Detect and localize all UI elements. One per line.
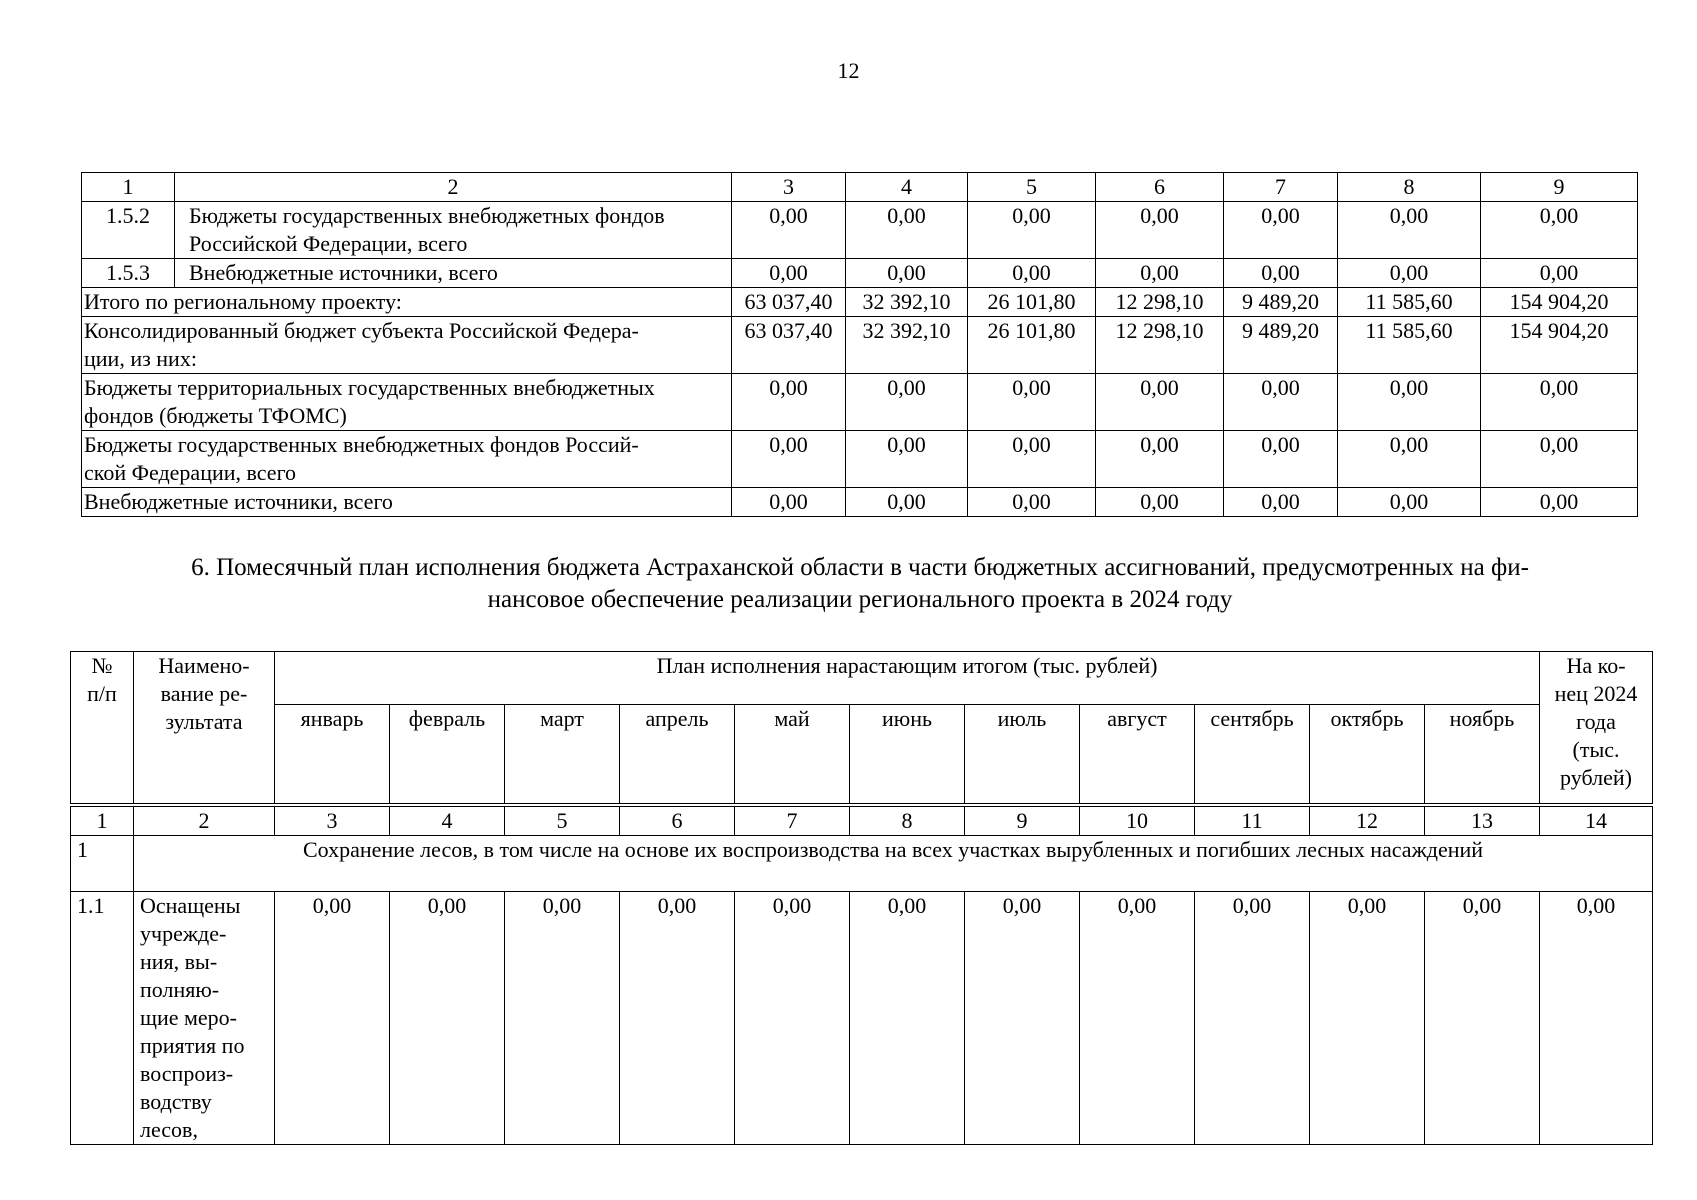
column-number: 1 bbox=[82, 173, 175, 202]
value-cell: 0,00 bbox=[732, 431, 846, 488]
column-number: 3 bbox=[275, 805, 390, 836]
value-cell: 0,00 bbox=[846, 259, 968, 288]
value-cell: 0,00 bbox=[1195, 891, 1310, 1144]
value-cell: 0,00 bbox=[968, 431, 1096, 488]
value-cell: 0,00 bbox=[1338, 259, 1481, 288]
value-cell: 32 392,10 bbox=[846, 317, 968, 374]
column-number: 7 bbox=[735, 805, 850, 836]
month-header: январь bbox=[275, 705, 390, 805]
column-number: 5 bbox=[968, 173, 1096, 202]
value-cell: 0,00 bbox=[1481, 488, 1638, 517]
value-cell: 0,00 bbox=[732, 488, 846, 517]
header-number: № п/п bbox=[71, 652, 134, 805]
column-number: 4 bbox=[390, 805, 505, 836]
column-number: 14 bbox=[1540, 805, 1653, 836]
column-number: 3 bbox=[732, 173, 846, 202]
value-cell: 0,00 bbox=[846, 431, 968, 488]
value-cell: 63 037,40 bbox=[732, 288, 846, 317]
summary-row-name: Консолидированный бюджет субъекта Российской Федера- ции, из них: bbox=[82, 317, 732, 374]
value-cell: 0,00 bbox=[1481, 431, 1638, 488]
row-number: 1.5.3 bbox=[82, 259, 175, 288]
value-cell: 0,00 bbox=[1338, 202, 1481, 259]
summary-row-name: Бюджеты государственных внебюджетных фондов Россий- ской Федерации, всего bbox=[82, 431, 732, 488]
value-cell: 0,00 bbox=[968, 488, 1096, 517]
value-cell: 11 585,60 bbox=[1338, 317, 1481, 374]
value-cell: 0,00 bbox=[1096, 259, 1224, 288]
value-cell: 0,00 bbox=[968, 259, 1096, 288]
group-number: 1 bbox=[71, 835, 134, 891]
column-number: 8 bbox=[1338, 173, 1481, 202]
value-cell: 0,00 bbox=[1096, 374, 1224, 431]
column-number: 2 bbox=[134, 805, 275, 836]
result-number: 1.1 bbox=[71, 891, 134, 1144]
value-cell: 0,00 bbox=[1338, 374, 1481, 431]
column-number: 11 bbox=[1195, 805, 1310, 836]
value-cell: 0,00 bbox=[1224, 202, 1338, 259]
column-number: 9 bbox=[1481, 173, 1638, 202]
value-cell: 0,00 bbox=[620, 891, 735, 1144]
column-number: 10 bbox=[1080, 805, 1195, 836]
value-cell: 0,00 bbox=[968, 202, 1096, 259]
row-name: Бюджеты государственных внебюджетных фондов Российской Федерации, всего bbox=[175, 202, 732, 259]
value-cell: 0,00 bbox=[1096, 431, 1224, 488]
value-cell: 0,00 bbox=[1481, 202, 1638, 259]
month-header: август bbox=[1080, 705, 1195, 805]
month-header: февраль bbox=[390, 705, 505, 805]
table-header-row bbox=[82, 173, 1638, 202]
column-number: 9 bbox=[965, 805, 1080, 836]
column-number: 1 bbox=[71, 805, 134, 836]
value-cell: 0,00 bbox=[1096, 202, 1224, 259]
value-cell: 0,00 bbox=[1224, 488, 1338, 517]
value-cell: 12 298,10 bbox=[1096, 288, 1224, 317]
column-number: 2 bbox=[175, 173, 732, 202]
summary-row bbox=[82, 374, 1638, 431]
value-cell: 0,00 bbox=[846, 202, 968, 259]
value-cell: 0,00 bbox=[1338, 431, 1481, 488]
value-cell: 26 101,80 bbox=[968, 288, 1096, 317]
column-number: 12 bbox=[1310, 805, 1425, 836]
summary-row bbox=[82, 288, 1638, 317]
value-cell: 0,00 bbox=[1425, 891, 1540, 1144]
value-cell: 0,00 bbox=[1481, 259, 1638, 288]
value-cell: 0,00 bbox=[1310, 891, 1425, 1144]
value-cell: 0,00 bbox=[1096, 488, 1224, 517]
value-cell: 154 904,20 bbox=[1481, 288, 1638, 317]
group-title: Сохранение лесов, в том числе на основе их воспроизводства на всех участках вырубленных и погибших лесных насаждений bbox=[134, 835, 1653, 891]
value-cell: 63 037,40 bbox=[732, 317, 846, 374]
row-number: 1.5.2 bbox=[82, 202, 175, 259]
value-cell: 0,00 bbox=[505, 891, 620, 1144]
month-header: ноябрь bbox=[1425, 705, 1540, 805]
page-number: 12 bbox=[837, 58, 860, 83]
month-header: октябрь bbox=[1310, 705, 1425, 805]
result-name: Оснащены учрежде- ния, вы- полняю- щие меро- приятия по воспроиз- водству лесов, bbox=[134, 891, 275, 1144]
value-cell: 0,00 bbox=[846, 374, 968, 431]
column-number: 13 bbox=[1425, 805, 1540, 836]
value-cell: 0,00 bbox=[1224, 259, 1338, 288]
value-cell: 0,00 bbox=[846, 488, 968, 517]
column-number: 6 bbox=[620, 805, 735, 836]
month-header: май bbox=[735, 705, 850, 805]
value-cell: 154 904,20 bbox=[1481, 317, 1638, 374]
row-name: Внебюджетные источники, всего bbox=[175, 259, 732, 288]
result-row bbox=[71, 891, 1653, 1144]
value-cell: 9 489,20 bbox=[1224, 288, 1338, 317]
summary-row-name: Внебюджетные источники, всего bbox=[82, 488, 732, 517]
value-cell: 0,00 bbox=[1338, 488, 1481, 517]
table-row bbox=[82, 202, 1638, 259]
summary-row bbox=[82, 488, 1638, 517]
section-title: 6. Помесячный план исполнения бюджета Астраханской области в части бюджетных ассигнований, предусмотренных на фи- нансовое обеспечение реализации регионального проекта в 2024 году bbox=[191, 554, 1529, 613]
month-header: июль bbox=[965, 705, 1080, 805]
group-row bbox=[71, 835, 1653, 891]
value-cell: 0,00 bbox=[735, 891, 850, 1144]
column-number: 4 bbox=[846, 173, 968, 202]
budget-table bbox=[81, 172, 1638, 517]
column-number: 5 bbox=[505, 805, 620, 836]
plan-header-row bbox=[71, 652, 1653, 705]
month-header: март bbox=[505, 705, 620, 805]
header-plan-title: План исполнения нарастающим итогом (тыс. рублей) bbox=[275, 652, 1540, 705]
value-cell: 0,00 bbox=[1224, 374, 1338, 431]
header-year-end: На ко- нец 2024 года (тыс. рублей) bbox=[1540, 652, 1653, 805]
value-cell: 9 489,20 bbox=[1224, 317, 1338, 374]
month-header-row bbox=[71, 705, 1653, 805]
month-header: апрель bbox=[620, 705, 735, 805]
value-cell: 0,00 bbox=[732, 374, 846, 431]
value-cell: 0,00 bbox=[1481, 374, 1638, 431]
month-header: сентябрь bbox=[1195, 705, 1310, 805]
value-cell: 0,00 bbox=[1080, 891, 1195, 1144]
value-cell: 0,00 bbox=[965, 891, 1080, 1144]
column-number: 7 bbox=[1224, 173, 1338, 202]
value-cell: 0,00 bbox=[968, 374, 1096, 431]
summary-row bbox=[82, 431, 1638, 488]
value-cell: 0,00 bbox=[732, 202, 846, 259]
monthly-plan-table bbox=[70, 651, 1653, 1145]
value-cell: 0,00 bbox=[732, 259, 846, 288]
value-cell: 0,00 bbox=[1224, 431, 1338, 488]
value-cell: 11 585,60 bbox=[1338, 288, 1481, 317]
column-number: 8 bbox=[850, 805, 965, 836]
plan-column-number-row bbox=[71, 805, 1653, 836]
value-cell: 32 392,10 bbox=[846, 288, 968, 317]
value-cell: 26 101,80 bbox=[968, 317, 1096, 374]
summary-row-name: Итого по региональному проекту: bbox=[82, 288, 732, 317]
column-number: 6 bbox=[1096, 173, 1224, 202]
summary-row-name: Бюджеты территориальных государственных внебюджетных фондов (бюджеты ТФОМС) bbox=[82, 374, 732, 431]
value-cell: 0,00 bbox=[850, 891, 965, 1144]
table-row bbox=[82, 259, 1638, 288]
month-header: июнь bbox=[850, 705, 965, 805]
header-result-name: Наимено- вание ре- зультата bbox=[134, 652, 275, 805]
value-cell: 0,00 bbox=[275, 891, 390, 1144]
value-cell: 12 298,10 bbox=[1096, 317, 1224, 374]
summary-row bbox=[82, 317, 1638, 374]
value-cell: 0,00 bbox=[390, 891, 505, 1144]
value-cell: 0,00 bbox=[1540, 891, 1653, 1144]
